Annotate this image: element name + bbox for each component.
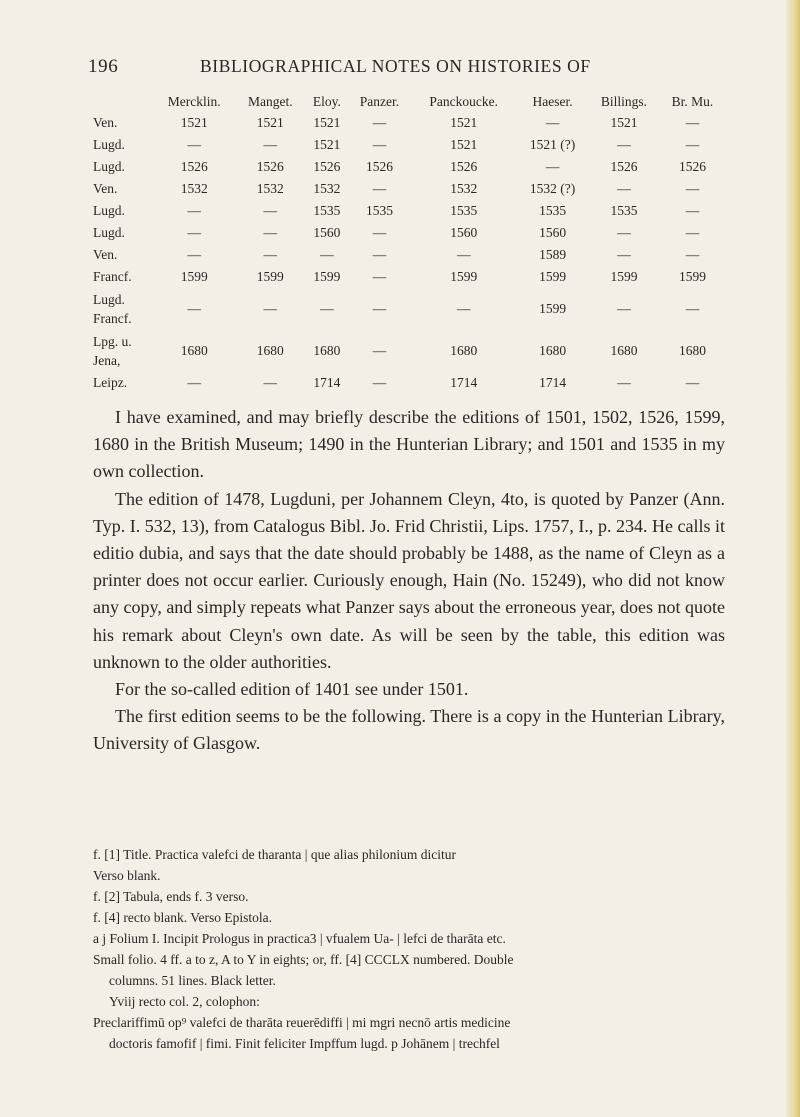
table-cell: 1521 xyxy=(610,115,638,130)
col-header-haeser: Haeser. xyxy=(532,94,573,109)
table-cell: 1526 xyxy=(678,159,706,174)
table-cell: 1521 xyxy=(256,115,284,130)
table-cell: 1599 xyxy=(610,269,638,284)
table-cell: — xyxy=(617,375,631,390)
table-cell: — xyxy=(263,301,278,316)
table-cell: — xyxy=(617,225,631,240)
table-cell: 1532 xyxy=(256,181,284,196)
place-cell: Lugd. xyxy=(93,137,125,152)
table-cell: 1526 xyxy=(256,159,284,174)
table-cell: 1521 xyxy=(313,137,341,152)
place-cell: Leipz. xyxy=(93,375,128,390)
table-cell: 1599 xyxy=(256,269,284,284)
table-cell: — xyxy=(372,115,387,130)
table-row xyxy=(93,156,725,178)
table-cell: — xyxy=(685,115,700,130)
table-cell: 1521 xyxy=(180,115,208,130)
table-row xyxy=(93,178,725,200)
col-header-br-mu: Br. Mu. xyxy=(671,94,714,109)
table-cell: 1599 xyxy=(678,269,706,284)
table-cell: — xyxy=(263,247,278,262)
running-title: BIBLIOGRAPHICAL NOTES ON HISTORIES OF xyxy=(200,56,591,76)
table-cell: 1599 xyxy=(539,269,567,284)
biblio-line: a j Folium I. Incipit Prologus in practica3 | vfualem Ua- | lefci de tharāta etc. xyxy=(93,931,506,946)
paragraph: For the so-called edition of 1401 see under 1501. xyxy=(115,679,469,700)
table-row xyxy=(93,222,725,244)
table-cell: 1680 xyxy=(313,343,341,358)
body-text xyxy=(93,404,725,758)
table-cell: 1532 (?) xyxy=(529,181,576,196)
table-cell: 1526 xyxy=(610,159,638,174)
table-row xyxy=(93,330,725,372)
table-cell: 1535 xyxy=(539,203,567,218)
table-cell: — xyxy=(372,301,387,316)
table-cell: — xyxy=(320,247,334,262)
table-cell: 1535 xyxy=(365,203,393,218)
table-row xyxy=(93,288,725,330)
table-cell: — xyxy=(372,181,387,196)
table-cell: — xyxy=(187,301,201,316)
table-row xyxy=(93,244,725,266)
table-cell: 1714 xyxy=(313,375,341,390)
table-cell: — xyxy=(372,343,387,358)
table-cell: 1680 xyxy=(256,343,284,358)
table-cell: 1526 xyxy=(180,159,208,174)
table-cell: — xyxy=(545,159,560,174)
table-cell: — xyxy=(685,137,700,152)
table-cell: — xyxy=(263,375,278,390)
table-row xyxy=(93,112,725,134)
table-cell: 1680 xyxy=(678,343,706,358)
table-cell: — xyxy=(685,203,700,218)
table-cell: 1680 xyxy=(450,343,478,358)
col-header-eloy: Eloy. xyxy=(312,94,341,109)
table-cell: 1714 xyxy=(539,375,567,390)
table-header-row xyxy=(93,92,725,112)
table-cell: 1680 xyxy=(539,343,567,358)
table-row xyxy=(93,200,725,222)
table-cell: — xyxy=(545,115,560,130)
paragraph: The first edition seems to be the following. There is a copy in the Hunterian Library, University of Glasgow. xyxy=(93,706,725,754)
table-cell: — xyxy=(372,247,387,262)
table-cell: 1532 xyxy=(313,181,341,196)
table-cell: 1535 xyxy=(450,203,478,218)
col-header-mercklin: Mercklin. xyxy=(167,94,221,109)
table-cell: — xyxy=(187,203,201,218)
table-cell: — xyxy=(456,301,471,316)
table-cell: 1560 xyxy=(313,225,341,240)
table-cell: 1560 xyxy=(539,225,567,240)
table-cell: 1680 xyxy=(180,343,208,358)
table-cell: 1535 xyxy=(313,203,341,218)
biblio-line: f. [1] Title. Practica valefci de tharanta | que alias philonium dicitur xyxy=(93,847,456,862)
table-cell: — xyxy=(685,181,700,196)
table-cell: — xyxy=(187,137,201,152)
biblio-line: doctoris famofif | fimi. Finit feliciter Impffum lugd. p Johānem | trechfel xyxy=(109,1036,500,1051)
table-cell: — xyxy=(187,225,201,240)
editions-table xyxy=(93,92,725,394)
table-cell: 1535 xyxy=(610,203,638,218)
table-cell: 1532 xyxy=(450,181,478,196)
table-cell: 1599 xyxy=(539,301,567,316)
table-cell: 1532 xyxy=(180,181,208,196)
biblio-line: Preclariffimū op⁹ valefci de tharāta reuerēdiffi | mi mgri necnō artis medicine xyxy=(93,1015,511,1030)
table-cell: 1599 xyxy=(180,269,208,284)
table-cell: 1526 xyxy=(313,159,341,174)
table-cell: — xyxy=(263,225,278,240)
table-cell: — xyxy=(263,203,278,218)
table-cell: — xyxy=(320,301,334,316)
table-cell: — xyxy=(617,137,631,152)
place-cell: Ven. xyxy=(93,181,118,196)
col-header-place xyxy=(93,92,153,112)
table-cell: — xyxy=(372,137,387,152)
page-number: 196 xyxy=(88,56,119,77)
table-cell: — xyxy=(372,269,387,284)
paragraph: I have examined, and may briefly describe the editions of 1501, 1502, 1526, 1599, 1680 in the British Museum; 1490 in the Hunterian Library; and 1501 and 1535 in my own collection. xyxy=(93,407,725,482)
table-cell: — xyxy=(456,247,471,262)
table-cell: 1680 xyxy=(610,343,638,358)
table-cell: — xyxy=(617,247,631,262)
col-header-billings: Billings. xyxy=(600,94,648,109)
biblio-line: Verso blank. xyxy=(93,868,161,883)
place-cell: Lugd. xyxy=(93,203,125,218)
table-cell: — xyxy=(685,247,700,262)
table-cell: 1714 xyxy=(450,375,478,390)
biblio-line: columns. 51 lines. Black letter. xyxy=(109,973,276,988)
table-cell: — xyxy=(187,247,201,262)
table-cell: 1526 xyxy=(450,159,478,174)
biblio-line: Small folio. 4 ff. a to z, A to Y in eights; or, ff. [4] CCCLX numbered. Double xyxy=(93,952,514,967)
table-row xyxy=(93,266,725,288)
table-cell: 1521 xyxy=(450,115,478,130)
col-header-panzer: Panzer. xyxy=(359,94,400,109)
table-cell: 1599 xyxy=(450,269,478,284)
biblio-line: f. [2] Tabula, ends f. 3 verso. xyxy=(93,889,249,904)
table-cell: 1599 xyxy=(313,269,341,284)
place-cell: Ven. xyxy=(93,115,118,130)
col-header-panckoucke: Panckoucke. xyxy=(429,94,498,109)
biblio-line: f. [4] recto blank. Verso Epistola. xyxy=(93,910,272,925)
table-cell: 1521 (?) xyxy=(529,137,576,152)
place-cell: Ven. xyxy=(93,247,118,262)
page-edge-shadow xyxy=(786,0,800,1117)
biblio-line: Yviij recto col. 2, colophon: xyxy=(109,994,260,1009)
table-cell: 1521 xyxy=(313,115,341,130)
place-cell: Lugd. xyxy=(93,225,125,240)
table-row xyxy=(93,372,725,394)
table-cell: — xyxy=(685,301,700,316)
col-header-manget: Manget. xyxy=(247,94,293,109)
bibliographic-description xyxy=(93,844,733,1054)
place-cell: Lugd. xyxy=(93,159,125,174)
table-cell: — xyxy=(685,375,700,390)
table-cell: 1521 xyxy=(450,137,478,152)
table-cell: — xyxy=(685,225,700,240)
place-cell xyxy=(93,330,153,372)
table-cell: 1560 xyxy=(450,225,478,240)
table-cell: — xyxy=(617,301,631,316)
table-cell: 1589 xyxy=(539,247,567,262)
table-cell: — xyxy=(263,137,278,152)
table-cell: — xyxy=(372,375,387,390)
table-cell: — xyxy=(617,181,631,196)
place-cell: Francf. xyxy=(93,269,132,284)
place-cell xyxy=(93,288,153,330)
place-cell-text: Lpg. u. Jena, xyxy=(93,334,132,368)
table-cell: — xyxy=(372,225,387,240)
table-row xyxy=(93,134,725,156)
place-cell-text: Lugd. Francf. xyxy=(93,292,132,326)
table-cell: — xyxy=(187,375,201,390)
paragraph: The edition of 1478, Lugduni, per Johannem Cleyn, 4to, is quoted by Panzer (Ann. Typ. I. 532, 13), from Catalogus Bibl. Jo. Frid Christii, Lips. 1757, I., p. 234. He calls it editio dubia, and says that the date should probably be 1488, as the name of Cleyn as a printer does not occur earlier. Curiously enough, Hain (No. 15249), who did not know any copy, and simply repeats what Panzer says about the erroneous year, does not quote his remark about Cleyn's own date. As will be seen by the table, this edition was unknown to the older authorities. xyxy=(93,488,725,672)
table-cell: 1526 xyxy=(365,159,393,174)
